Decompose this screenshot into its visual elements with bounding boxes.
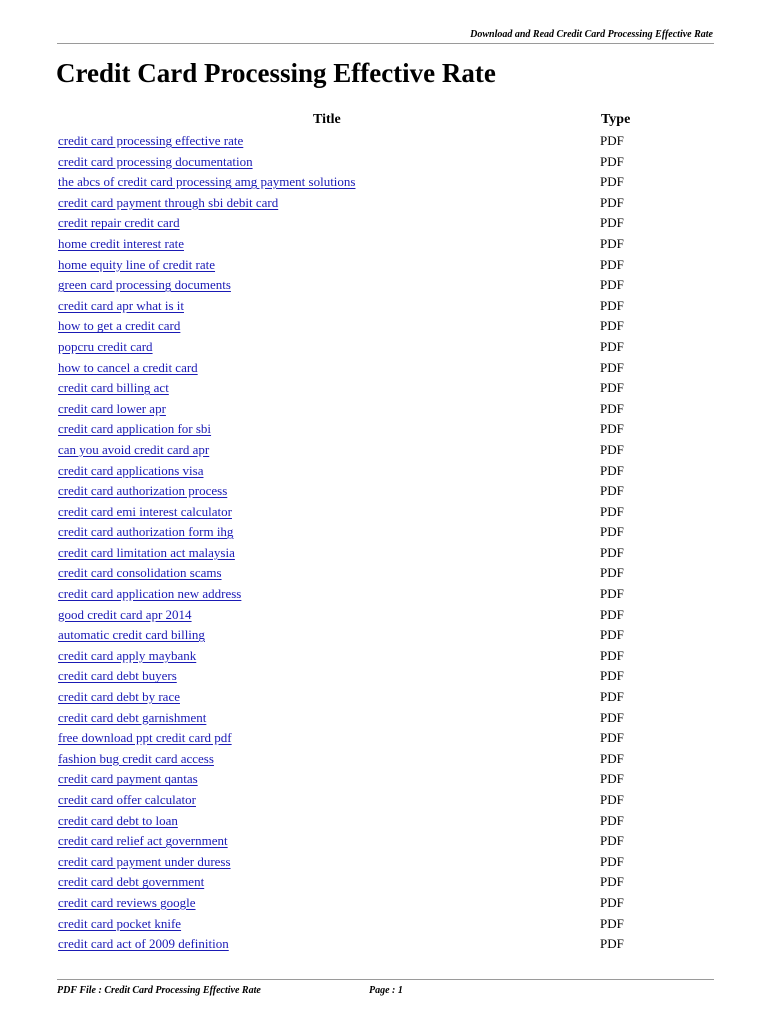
file-type-label: PDF [600,709,624,725]
table-row [58,522,658,543]
table-row [58,234,658,255]
footer-file-label: PDF File : Credit Card Processing Effective Rate [57,985,261,996]
document-link[interactable]: credit card processing effective rate [58,133,244,148]
file-type-label: PDF [600,441,624,457]
table-row [58,378,658,399]
file-type-label: PDF [600,235,624,251]
table-row [58,255,658,276]
table-row [58,213,658,234]
document-link[interactable]: how to cancel a credit card [58,359,198,375]
document-link[interactable]: green card processing documents [58,277,231,293]
file-type-label: PDF [600,318,624,334]
file-type-label: PDF [600,915,624,931]
file-type-label: PDF [600,421,624,437]
file-type-label: PDF [600,483,624,499]
document-link[interactable]: credit card authorization form ihg [58,524,234,540]
table-row [58,872,658,893]
table-row [58,749,658,770]
document-title: Credit Card Processing Effective Rate [56,58,496,88]
file-type-label: PDF [600,174,624,190]
file-type-label: PDF [600,565,624,581]
table-row [58,769,658,790]
table-row [58,461,658,482]
document-link[interactable]: credit card application for sbi [58,421,212,437]
document-link[interactable]: the abcs of credit card processing amg payment solutions [58,174,356,190]
document-link[interactable]: credit card debt by race [58,689,180,705]
document-link[interactable]: can you avoid credit card apr [58,441,210,457]
document-link[interactable]: free download ppt credit card pdf [58,730,232,746]
document-link[interactable]: credit card reviews google [58,894,196,910]
document-link[interactable]: credit card apply maybank [58,647,197,663]
document-link[interactable]: credit card offer calculator [58,792,196,807]
file-type-label: PDF [600,194,624,210]
table-row [58,193,658,214]
running-header: Download and Read Credit Card Processing Effective Rate [470,29,713,40]
file-type-label: PDF [600,627,624,643]
table-row [58,563,658,584]
table-row [58,543,658,564]
table-row [58,440,658,461]
table-row [58,831,658,852]
document-link[interactable]: fashion bug credit card access [58,750,214,766]
file-type-label: PDF [600,503,624,519]
file-type-label: PDF [600,936,624,952]
footer-page-number: Page : 1 [369,985,403,996]
document-link[interactable]: popcru credit card [58,338,153,354]
document-link[interactable]: good credit card apr 2014 [58,606,192,622]
file-type-label: PDF [600,894,624,910]
table-row [58,666,658,687]
file-type-label: PDF [600,277,624,293]
table-row [58,358,658,379]
document-link[interactable]: credit card applications visa [58,462,204,478]
file-type-label: PDF [600,133,624,148]
table-row [58,708,658,729]
file-type-label: PDF [600,750,624,766]
column-header-type: Type [601,112,631,127]
table-row [58,605,658,626]
document-link[interactable]: credit card pocket knife [58,915,182,931]
table-row [58,131,658,152]
table-row [58,316,658,337]
table-row [58,852,658,873]
document-link[interactable]: credit card application new address [58,586,242,602]
file-type-label: PDF [600,380,624,396]
table-row [58,502,658,523]
table-row [58,934,658,955]
file-type-label: PDF [600,853,624,869]
header-divider [57,43,714,44]
file-type-label: PDF [600,256,624,272]
document-link[interactable]: credit card payment through sbi debit card [58,194,279,210]
table-row [58,337,658,358]
file-type-label: PDF [600,647,624,663]
document-list [58,131,658,955]
file-type-label: PDF [600,297,624,313]
file-type-label: PDF [600,689,624,705]
table-row [58,481,658,502]
table-row [58,687,658,708]
table-row [58,728,658,749]
document-link[interactable]: credit card authorization process [58,483,228,499]
document-link[interactable]: home equity line of credit rate [58,256,216,272]
file-type-label: PDF [600,400,624,416]
table-row [58,914,658,935]
table-row [58,172,658,193]
table-row [58,152,658,173]
file-type-label: PDF [600,359,624,375]
document-link[interactable]: credit card debt to loan [58,812,178,828]
file-type-label: PDF [600,730,624,746]
document-link[interactable]: credit card emi interest calculator [58,503,232,519]
file-type-label: PDF [600,544,624,560]
document-link[interactable]: credit card debt garnishment [58,709,207,725]
table-row [58,419,658,440]
document-link[interactable]: credit card apr what is it [58,297,184,313]
file-type-label: PDF [600,153,624,169]
column-header-title: Title [313,112,341,127]
file-type-label: PDF [600,668,624,684]
file-type-label: PDF [600,462,624,478]
document-link[interactable]: credit card debt government [58,874,205,890]
footer-divider [57,979,714,980]
document-link[interactable]: credit card act of 2009 definition [58,936,229,952]
document-link[interactable]: credit card limitation act malaysia [58,544,235,560]
document-link[interactable]: credit card relief act government [58,833,228,849]
file-type-label: PDF [600,833,624,849]
file-type-label: PDF [600,606,624,622]
document-link[interactable]: credit card lower apr [58,400,166,416]
document-link[interactable]: credit repair credit card [58,215,180,231]
table-row [58,646,658,667]
table-row [58,811,658,832]
document-link[interactable]: credit card billing act [58,380,169,396]
document-link[interactable]: credit card consolidation scams [58,565,222,581]
table-row [58,399,658,420]
table-row [58,584,658,605]
document-link[interactable]: credit card processing documentation [58,153,253,169]
document-link[interactable]: automatic credit card billing [58,627,205,643]
file-type-label: PDF [600,874,624,890]
table-row [58,893,658,914]
file-type-label: PDF [600,524,624,540]
document-link[interactable]: home credit interest rate [58,235,184,251]
document-link[interactable]: credit card debt buyers [58,668,177,684]
document-link[interactable]: how to get a credit card [58,318,181,334]
table-row [58,275,658,296]
document-link[interactable]: credit card payment qantas [58,771,198,787]
table-row [58,625,658,646]
table-row [58,296,658,317]
file-type-label: PDF [600,771,624,787]
document-link[interactable]: credit card payment under duress [58,853,231,869]
file-type-label: PDF [600,338,624,354]
file-type-label: PDF [600,812,624,828]
file-type-label: PDF [600,792,624,807]
file-type-label: PDF [600,215,624,231]
file-type-label: PDF [600,586,624,602]
table-row [58,790,658,811]
